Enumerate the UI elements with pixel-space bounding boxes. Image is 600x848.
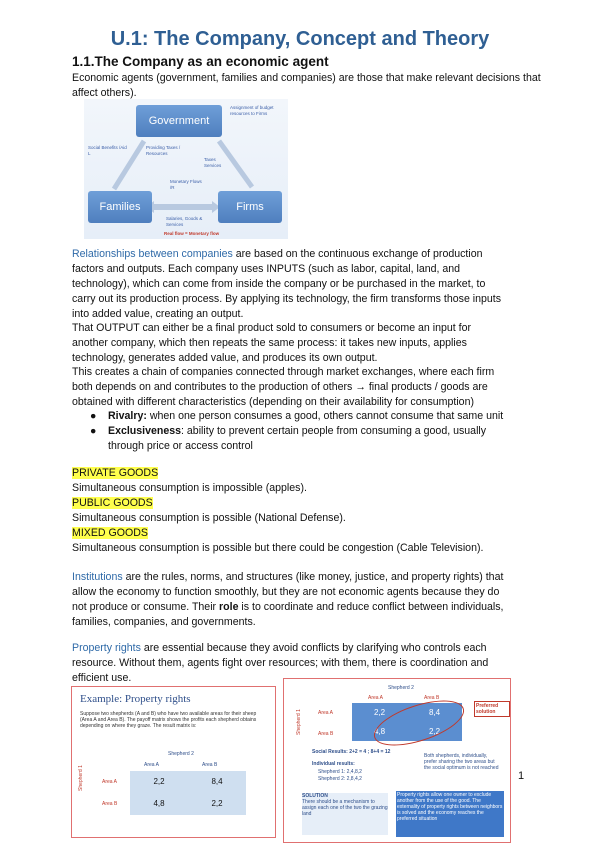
- families-box: Families: [88, 191, 152, 223]
- private-goods-label: PRIVATE GOODS: [72, 467, 159, 479]
- note-center-top: Providing Taxes / Resources: [146, 145, 181, 156]
- relationships-paragraph: Relationships between companies are based on the continuous exchange of production factors and outputs. Each company uses INPUTS (such as labor, capital, land, and technology), which can come from inside the company or be purchased in the market, to carry out its production process. By applying its technology, the firm transforms those inputs into added value, creating an output.: [72, 248, 502, 320]
- preferred-ellipse: [369, 691, 470, 754]
- note-center-mid: Monetary Flows /R: [170, 179, 202, 190]
- note-gov-right: Assignment of budget resources to Firms: [230, 105, 274, 116]
- goods-list: [72, 466, 542, 556]
- mixed-goods-desc: Simultaneous consumption is possible but there could be congestion (Cable Television).: [72, 542, 484, 554]
- solution-box: SOLUTION There should be a mechanism to assign each one of the two the grazing land: [302, 793, 388, 835]
- bullet-dot: ●: [90, 410, 97, 422]
- public-goods-label: PUBLIC GOODS: [72, 497, 153, 509]
- government-box: Government: [136, 105, 222, 137]
- firms-box: Firms: [218, 191, 282, 223]
- preferred-solution-label: Preferred solution: [474, 701, 510, 717]
- chain-paragraph: This creates a chain of companies connected through market exchanges, where each firm both depends on and contributes to the production of others → final products / goods are obtained with different characteristics (depending on their availability for consumption): [72, 366, 495, 408]
- property-rights-blue-box: Property rights allow one owner to exclude another from the use of the good. The externality of property rights between neighbors is solved and the economy reaches the preferred situation: [396, 791, 504, 837]
- property-rights-solution-slide: Shepherd 2 Area A Area B Shepherd 1 Area A Area B 2,2 8,4 4,8 2,2 Preferred solution Social Results: 2+2 = 4 ; 8+4 = 12 Individual results: Shepherd 1: 2,4,8,2 Shepherd 2: 2,8,4,2 Both shepherds, individually, prefer sharing the two areas but the social optimum is not reached SOLUTION There should be a mechanism to assign each one of the two the grazing land Property rights allow one owner to exclude another from the use of the good. The externality of property rights between neighbors is solved and the economy reaches the preferred situation: [283, 678, 511, 843]
- note-real-flow: Real flow = Monetary flow: [164, 231, 220, 236]
- institutions-paragraph: Institutions are the rules, norms, and structures (like money, justice, and property rights) that allow the economy to function smoothly, but they are not economic agents because they do not produce or consume. Their role is to coordinate and reduce conflict between individuals, families, companies, and governments.: [72, 571, 504, 628]
- page-title: U.1: The Company, Concept and Theory: [110, 28, 490, 50]
- section-heading: 1.1.The Company as an economic agent: [72, 54, 329, 69]
- public-goods-desc: Simultaneous consumption is possible (National Defense).: [72, 512, 346, 524]
- institutions-link: Institutions: [72, 571, 123, 583]
- property-paragraph: Property rights are essential because they avoid conflicts by clarifying who controls each resource. Without them, agents fight over resources; with them, there is coordination and efficient use.: [72, 642, 489, 684]
- note-right-mid: Taxes Services: [204, 157, 222, 168]
- private-goods-desc: Simultaneous consumption is impossible (apples).: [72, 482, 307, 494]
- fig2-matrix: 2,2 8,4 4,8 2,2: [352, 703, 462, 741]
- property-link: Property rights: [72, 642, 141, 654]
- note-left: Social Benefits /Aid L: [88, 145, 127, 156]
- note-bottom: Salaries, Goods & Services: [166, 216, 203, 227]
- bullet-rivalry: ● Rivalry: when one person consumes a good, others cannot consume that same unit: [90, 410, 504, 422]
- property-rights-example-slide: Example: Property rights Suppose two shepherds (A and B) who have two available areas for their sheep (Area A and Area B). The payoff matrix shows the profits each shepherd obtains depending on where they graze. The result matrix is: Shepherd 2 Area A Area B Shepherd 1 Area A Area B 2,2 8,4 4,8 2,2: [71, 686, 276, 838]
- fig1-title: Example: Property rights: [80, 693, 191, 705]
- intro-paragraph: Economic agents (government, families and companies) are those that make relevant decisions that affect others).: [72, 72, 541, 99]
- economic-agents-diagram: [84, 99, 288, 239]
- relationships-link: Relationships between companies: [72, 248, 233, 260]
- bullet-dot: ●: [90, 425, 97, 437]
- fig1-intro: Suppose two shepherds (A and B) who have two available areas for their sheep (Area A and Area B). The payoff matrix shows the profits each shepherd obtains depending on where they graze. The result matrix is:: [80, 711, 257, 729]
- bullet-exclusiveness: ● Exclusiveness: ability to prevent certain people from consuming a good, usually through price or access control: [90, 425, 487, 452]
- output-paragraph: That OUTPUT can either be a final product sold to consumers or become an input for another company, which then repeats the same process: it takes new inputs, applies technology, generates added value, and produces its own output.: [72, 322, 472, 364]
- mixed-goods-label: MIXED GOODS: [72, 527, 148, 539]
- fig1-matrix: 2,2 8,4 4,8 2,2: [130, 771, 246, 815]
- page-number: 1: [518, 770, 525, 782]
